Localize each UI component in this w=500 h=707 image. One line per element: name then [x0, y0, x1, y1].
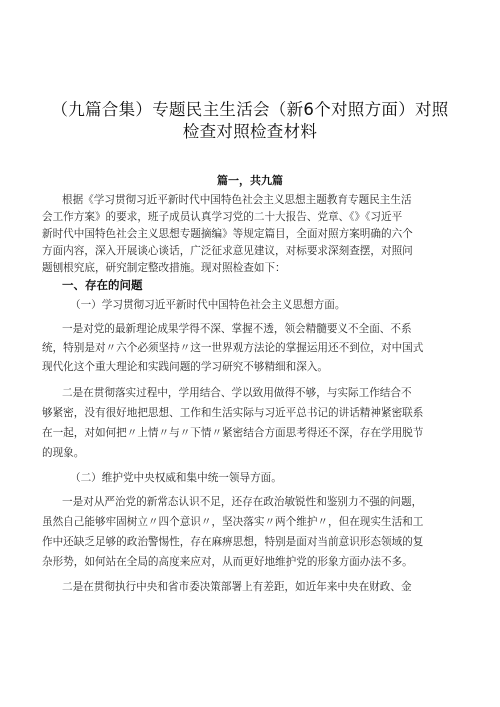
paragraph-line: 一是对党的最新理论成果学得不深、掌握不透，领会精髓要义不全面、不系 — [62, 323, 412, 335]
intro-line: 会工作方案》的要求，班子成员认真学习党的二十大报告、党章、《》《习近平 — [42, 211, 403, 223]
paragraph-line: 统，特别是对〃六个必须坚持〃这一世界观方法论的掌握运用还不到位，对中国式 — [42, 342, 424, 354]
document-subtitle: 篇一，共九篇 — [217, 174, 283, 187]
paragraph-line: 虽然自己能够牢固树立〃四个意识〃，坚决落实〃两个维护〃，但在现实生活和工 — [42, 516, 424, 528]
paragraph-line: 一是对从严治党的新常态认识不足，还存在政治敏锐性和鉴别力不强的问题， — [62, 496, 423, 508]
intro-line: 方面内容，深入开展谈心谈话，广泛征求意见建议，对标要求深刻查摆，对照问 — [42, 245, 413, 257]
section-heading: 一、存在的问题 — [62, 278, 143, 292]
paragraph-line: 的现象。 — [42, 447, 85, 459]
paragraph-line: 作中还缺乏足够的政治警惕性，存在麻痹思想，特别是面对当前意识形态领域的复 — [42, 536, 424, 548]
paragraph-line: 二是在贯彻落实过程中，学用结合、学以致用做得不够，与实际工作结合不 — [62, 387, 412, 399]
paragraph-line: 二是在贯彻执行中央和省市委决策部署上有差距，如近年来中央在财政、金 — [62, 581, 412, 593]
intro-line: 题刨根究底，研究制定整改措施。现对照检查如下： — [42, 262, 286, 274]
paragraph-line: 在一起，对如何把〃上情〃与〃下情〃紧密结合方面思考得还不深，存在学用脱节 — [42, 427, 424, 439]
paragraph-line: 够紧密，没有很好地把思想、工作和生活实际与习近平总书记的讲话精神紧密联系 — [42, 407, 424, 419]
document-title-line-2: 检查对照检查材料 — [182, 122, 318, 141]
paragraph-line: 现代化这个重大理论和实践问题的学习研究不够精细和深入。 — [42, 361, 329, 373]
intro-line: 新时代中国特色社会主义思想专题摘编》等规定篇目，全面对照方案明确的六个 — [42, 228, 413, 240]
subsection-heading: （二）维护党中央权威和集中统一领导方面。 — [70, 472, 282, 484]
intro-line: 根据《学习贯彻习近平新时代中国特色社会主义思想主题教育专题民主生活 — [62, 194, 412, 206]
subsection-heading: （一）学习贯彻习近平新时代中国特色社会主义思想方面。 — [70, 299, 346, 311]
document-title-line-1: （九篇合集）专题民主生活会（新6个对照方面）对照 — [51, 100, 449, 119]
paragraph-line: 杂形势，如何站在全局的高度来应对，从而更好地维护党的形象方面办法不多。 — [42, 556, 413, 568]
